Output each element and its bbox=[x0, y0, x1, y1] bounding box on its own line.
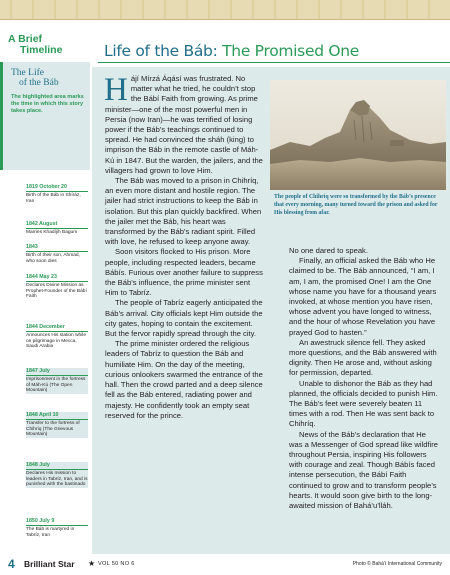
timeline-box-title2: of the Báb bbox=[19, 78, 59, 88]
mountain-fortress-photo bbox=[270, 80, 446, 192]
timeline-event-date: 1848 April 10 bbox=[26, 412, 88, 420]
photo-image bbox=[270, 80, 446, 190]
article-column-2 bbox=[289, 246, 441, 511]
timeline-event bbox=[26, 221, 88, 236]
article-paragraph: The prime minister ordered the religious leaders of Tabríz to question the Báb and humiliate Him. On the day of the meeting, curious onlookers swarmed the entrance of the hall. Then the crowd parted and a deep silence fell as the Báb entered, radiating power and majesty. He confidently took an empty seat reserved for the prince. bbox=[105, 339, 263, 420]
article-paragraph bbox=[105, 74, 265, 176]
title-part2: The Promised One bbox=[217, 42, 360, 60]
timeline-event-text: Marries Khadíjih Bagum bbox=[26, 230, 78, 235]
volume-info: VOL 50 NO 6 bbox=[98, 561, 135, 567]
page-footer bbox=[0, 555, 450, 575]
mountain-icon bbox=[270, 80, 446, 190]
timeline-event-date: 1847 July bbox=[26, 368, 88, 376]
timeline-event-date: 1850 July 9 bbox=[26, 518, 88, 526]
article-paragraph: News of the Báb’s declaration that He was a Messenger of God spread like wildfire throughout Persia, inspiring His followers with courage and zeal. Though Bábís faced intense persecution, the Bábí Faith continued to grow and to transform people’s hearts. It would soon give birth to the long-awaited mission of Bahá’u’lláh. bbox=[289, 429, 438, 511]
title-divider bbox=[98, 62, 450, 63]
timeline-event bbox=[26, 274, 88, 300]
timeline-header-line2: Timeline bbox=[20, 44, 63, 56]
article-paragraph: Unable to dishonor the Báb as they had planned, the officials decided to punish Him. The Báb’s feet were severely beaten 11 times with a rod. Then He was sent back to Chihríq. bbox=[289, 378, 438, 429]
photo-credit: Photo © Bahá’í International Community bbox=[352, 561, 442, 567]
timeline-event bbox=[26, 518, 88, 538]
article-column-1 bbox=[105, 74, 265, 421]
timeline-sidebar bbox=[0, 20, 90, 555]
timeline-intro-box bbox=[0, 62, 90, 170]
article-paragraph: Soon visitors flocked to His prison. More people, including respected leaders, became Bábís. Furious over another failure to suppress the Báb’s influence, the prime minister sent Him to Tabríz. bbox=[105, 247, 263, 298]
timeline-box-title1: The Life bbox=[11, 68, 44, 78]
drop-cap: H bbox=[104, 72, 128, 108]
timeline-event-date: 1843 bbox=[26, 244, 88, 252]
timeline-event-date: 1844 December bbox=[26, 324, 88, 332]
timeline-event-text: Announces His station while on pilgrimage in Mecca, Saudi Arabia bbox=[26, 333, 86, 350]
timeline-event-text: Imprisonment in the fortress of Máh-Kú (The Open Mountain) bbox=[26, 377, 86, 394]
article-paragraph: The people of Tabríz eagerly anticipated the Báb’s arrival. City officials kept Him outside the city gates, hoping to contain the excitement. But the fervor rapidly spread through the city. bbox=[105, 298, 263, 339]
page-number: 4 bbox=[8, 557, 15, 571]
timeline-event-date: 1842 August bbox=[26, 221, 88, 229]
article-paragraph: The Báb was moved to a prison in Chihríq, an even more distant and hostile region. The jailer had strict instructions to keep the Báb in isolation. But this plan quickly backfired. When the jailer met the Báb, his heart was transformed by the Báb’s radiant spirit. Filled with love, he refused to keep anyone away. bbox=[105, 176, 262, 247]
paragraph-text: ájí Mírzá Áqásí was frustrated. No matter what he tried, he couldn’t stop the Bábí Faith from growing. As prime minister—one of the most powerful men in Persia (now Iran)—he was terrified of losing power if the Báb’s teachings continued to spread. He had convinced the sháh (king) to imprison the Báb in the remote castle of Máh-Kú in 1847. But the warden, the jailers, and the villagers had grown to love Him. bbox=[105, 74, 263, 175]
timeline-event-date: 1819 October 20 bbox=[26, 184, 88, 192]
timeline-event-text: The Báb is martyred in Tabríz, Iran bbox=[26, 527, 75, 538]
article-paragraph: Finally, an official asked the Báb who He claimed to be. The Báb announced, “I am, I am, I am, the promised One! I am the One whose name you have for a thousand years invoked, at whose mention you have risen, whose advent you have longed to witness, and the hour of whose Revelation you have prayed God to hasten.” bbox=[289, 256, 437, 337]
timeline-event-text: Transfer to the fortress of Chihríq (The Grievous Mountain) bbox=[26, 421, 80, 438]
timeline-event-text: Birth of their son, Ahmad, who soon dies bbox=[26, 253, 80, 264]
timeline-event bbox=[26, 244, 88, 264]
timeline-event-highlighted bbox=[26, 368, 88, 394]
article-paragraph: An awestruck silence fell. They asked more questions, and the Báb answered with dignity. Then He arose and, without asking for permission, departed. bbox=[289, 337, 437, 378]
article-paragraph: No one dared to speak. bbox=[289, 246, 368, 255]
timeline-event bbox=[26, 324, 88, 350]
decorative-top-band bbox=[0, 0, 450, 20]
photo-caption: The people of Chihríq were so transformed by the Báb’s presence that every morning, many turned toward the prison and asked for His blessing from afar. bbox=[274, 194, 438, 216]
timeline-header-line1: A Brief bbox=[8, 33, 43, 45]
timeline-event-date: 1844 May 23 bbox=[26, 274, 88, 282]
timeline-event-highlighted bbox=[26, 412, 88, 438]
timeline-event-text: Declares Divine Mission as Prophet-Founder of the Bábí Faith bbox=[26, 283, 87, 300]
timeline-event bbox=[26, 184, 88, 204]
timeline-event-text: Birth of the Báb in Shíráz, Iran bbox=[26, 193, 81, 204]
timeline-box-note: The highlighted area marks the time in which this story takes place. bbox=[11, 94, 84, 114]
star-icon: ★ bbox=[88, 559, 96, 568]
magazine-name: Brilliant Star bbox=[24, 559, 75, 569]
timeline-event-highlighted bbox=[26, 462, 88, 488]
page-title bbox=[104, 42, 359, 60]
timeline-header bbox=[8, 34, 90, 56]
timeline-event-date: 1848 July bbox=[26, 462, 88, 470]
title-part1: Life of the Báb: bbox=[104, 42, 218, 60]
timeline-event-text: Declares His mission to leaders in Tabríz, Iran, and is punished with the bastinado bbox=[26, 471, 88, 488]
